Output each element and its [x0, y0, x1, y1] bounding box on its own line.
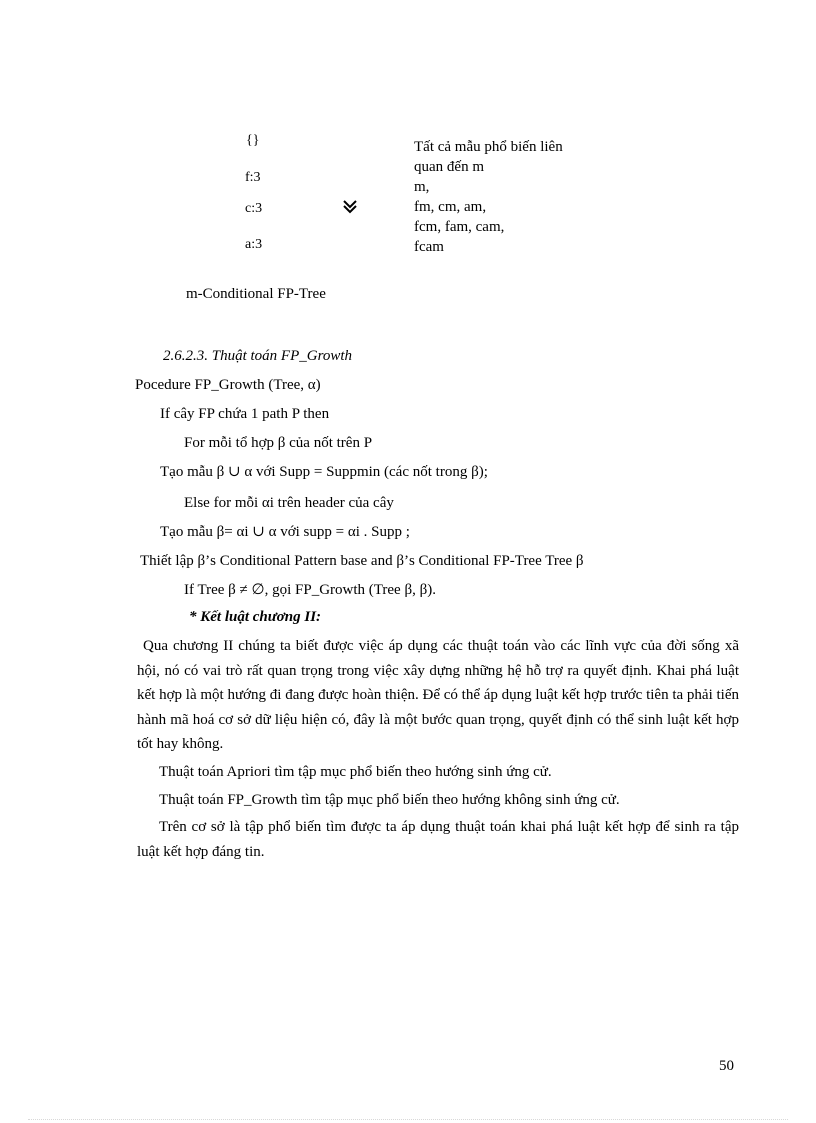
patterns-line-1: Tất cả mẫu phổ biến liên [414, 139, 563, 155]
patterns-line-5: fcm, fam, cam, [414, 219, 505, 235]
conclusion-paragraph-3: Thuật toán FP_Growth tìm tập mục phổ biến theo hướng không sinh ứng cử. [159, 792, 620, 808]
algorithm-line-3: For mỗi tổ hợp β của nốt trên P [184, 435, 373, 451]
double-chevron-down-icon [343, 200, 357, 214]
tree-node-root: {} [246, 133, 260, 148]
section-heading: 2.6.2.3. Thuật toán FP_Growth [163, 348, 353, 364]
patterns-line-6: fcam [414, 239, 444, 255]
algorithm-line-7: Thiết lập β’s Conditional Pattern base and β’s Conditional FP-Tree Tree β [140, 553, 584, 569]
conclusion-heading: * Kết luật chương II: [189, 609, 322, 625]
tree-caption: m-Conditional FP-Tree [186, 286, 326, 302]
algorithm-line-4: Tạo mẫu β ∪ α với Supp = Suppmin (các nốt trong β); [160, 464, 488, 480]
tree-node-c: c:3 [245, 201, 263, 216]
page-bottom-border [28, 1119, 788, 1120]
conclusion-paragraph-1: Qua chương II chúng ta biết được việc áp dụng các thuật toán vào các lĩnh vực của đời sống xã hội, nó có vai trò rất quan trọng trong việc xây dựng những hệ hỗ trợ ra quyết định. Khai phá luật kết hợp là một hướng đi đang được hoàn thiện. Để có thể áp dụng luật kết hợp trước tiên ta phải tiến hành mã hoá cơ sở dữ liệu hiện có, đây là một bước quan trọng, quyết định có thể sinh luật kết hợp tốt hay không. [137, 638, 739, 752]
conclusion-paragraph-4: Trên cơ sở là tập phổ biến tìm được ta áp dụng thuật toán khai phá luật kết hợp để sinh ra tập luật kết hợp đáng tin. [137, 819, 739, 860]
algorithm-line-8: If Tree β ≠ ∅, gọi FP_Growth (Tree β, β). [184, 582, 436, 598]
patterns-line-4: fm, cm, am, [414, 199, 487, 215]
algorithm-line-1: Pocedure FP_Growth (Tree, α) [135, 377, 321, 393]
algorithm-line-2: If cây FP chứa 1 path P then [160, 406, 330, 422]
algorithm-line-6: Tạo mẫu β= αi ∪ α với supp = αi . Supp ; [160, 524, 410, 540]
tree-node-a: a:3 [245, 237, 263, 252]
patterns-line-2: quan đến m [414, 159, 484, 175]
algorithm-line-5: Else for mỗi αi trên header của cây [184, 495, 394, 511]
page-number: 50 [719, 1058, 734, 1074]
tree-node-f: f:3 [245, 170, 261, 185]
patterns-line-3: m, [414, 179, 430, 195]
conclusion-paragraph-2: Thuật toán Apriori tìm tập mục phổ biến theo hướng sinh ứng cử. [159, 764, 552, 780]
